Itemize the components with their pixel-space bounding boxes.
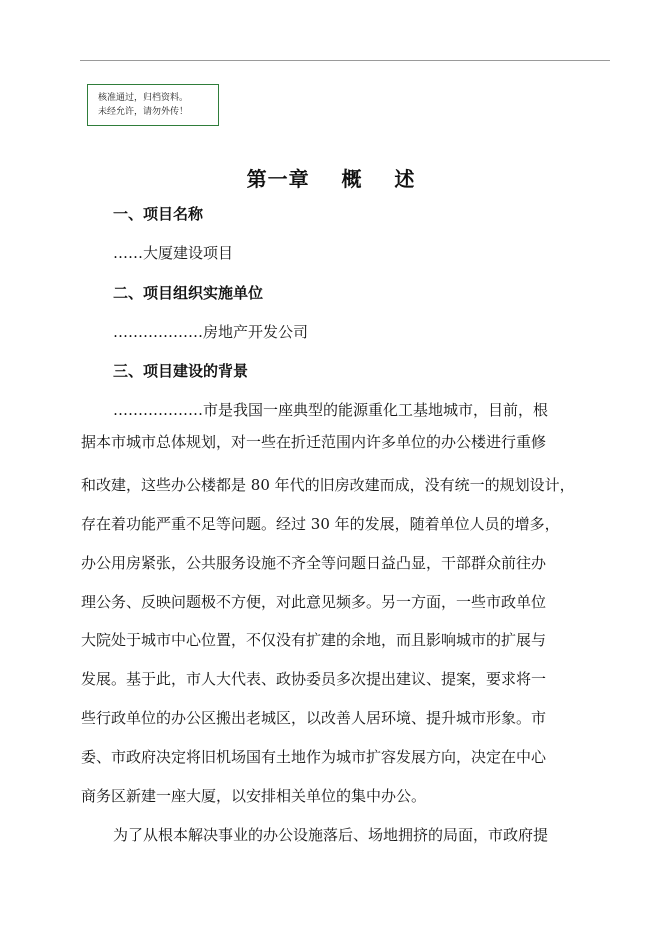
paragraph-line: 办公用房紧张，公共服务设施不齐全等问题日益凸显，干部群众前往办 [81, 554, 547, 572]
project-name-text: ……大厦建设项目 [113, 244, 234, 262]
section-heading-background: 三、项目建设的背景 [113, 362, 249, 380]
paragraph-line: 理公务、反映问题极不方便，对此意见频多。另一方面，一些市政单位 [81, 593, 547, 611]
chapter-title: 第一章 概 述 [246, 167, 416, 191]
paragraph-2-line: 为了从根本解决事业的办公设施落后、场地拥挤的局面，市政府提 [113, 826, 549, 844]
section-heading-project-name: 一、项目名称 [113, 205, 204, 223]
paragraph-line: 大院处于城市中心位置，不仅没有扩建的余地，而且影响城市的扩展与 [81, 631, 547, 649]
header-rule [80, 60, 610, 61]
paragraph-line: 委、市政府决定将旧机场国有土地作为城市扩容发展方向，决定在中心 [81, 748, 547, 766]
stamp-line-approved: 核准通过，归档资料。 [98, 93, 189, 103]
paragraph-line: 据本市城市总体规划，对一些在折迁范围内许多单位的办公楼进行重修 [81, 433, 547, 451]
paragraph-line: 和改建，这些办公楼都是 80 年代的旧房改建而成，没有统一的规划设计， [81, 476, 575, 494]
approval-stamp [87, 84, 219, 126]
paragraph-line: 存在着功能严重不足等问题。经过 30 年的发展，随着单位人员的增多， [81, 515, 560, 533]
section-heading-implementing-unit: 二、项目组织实施单位 [113, 284, 264, 302]
paragraph-line: 商务区新建一座大厦，以安排相关单位的集中办公。 [81, 787, 427, 805]
stamp-line-confidential: 未经允许，请勿外传！ [98, 107, 189, 117]
implementing-unit-text: ………………房地产开发公司 [113, 323, 309, 341]
paragraph-line: 些行政单位的办公区搬出老城区，以改善人居环境、提升城市形象。市 [81, 709, 547, 727]
paragraph-line: ………………市是我国一座典型的能源重化工基地城市，目前，根 [113, 401, 549, 419]
paragraph-line: 发展。基于此，市人大代表、政协委员多次提出建议、提案，要求将一 [81, 670, 547, 688]
